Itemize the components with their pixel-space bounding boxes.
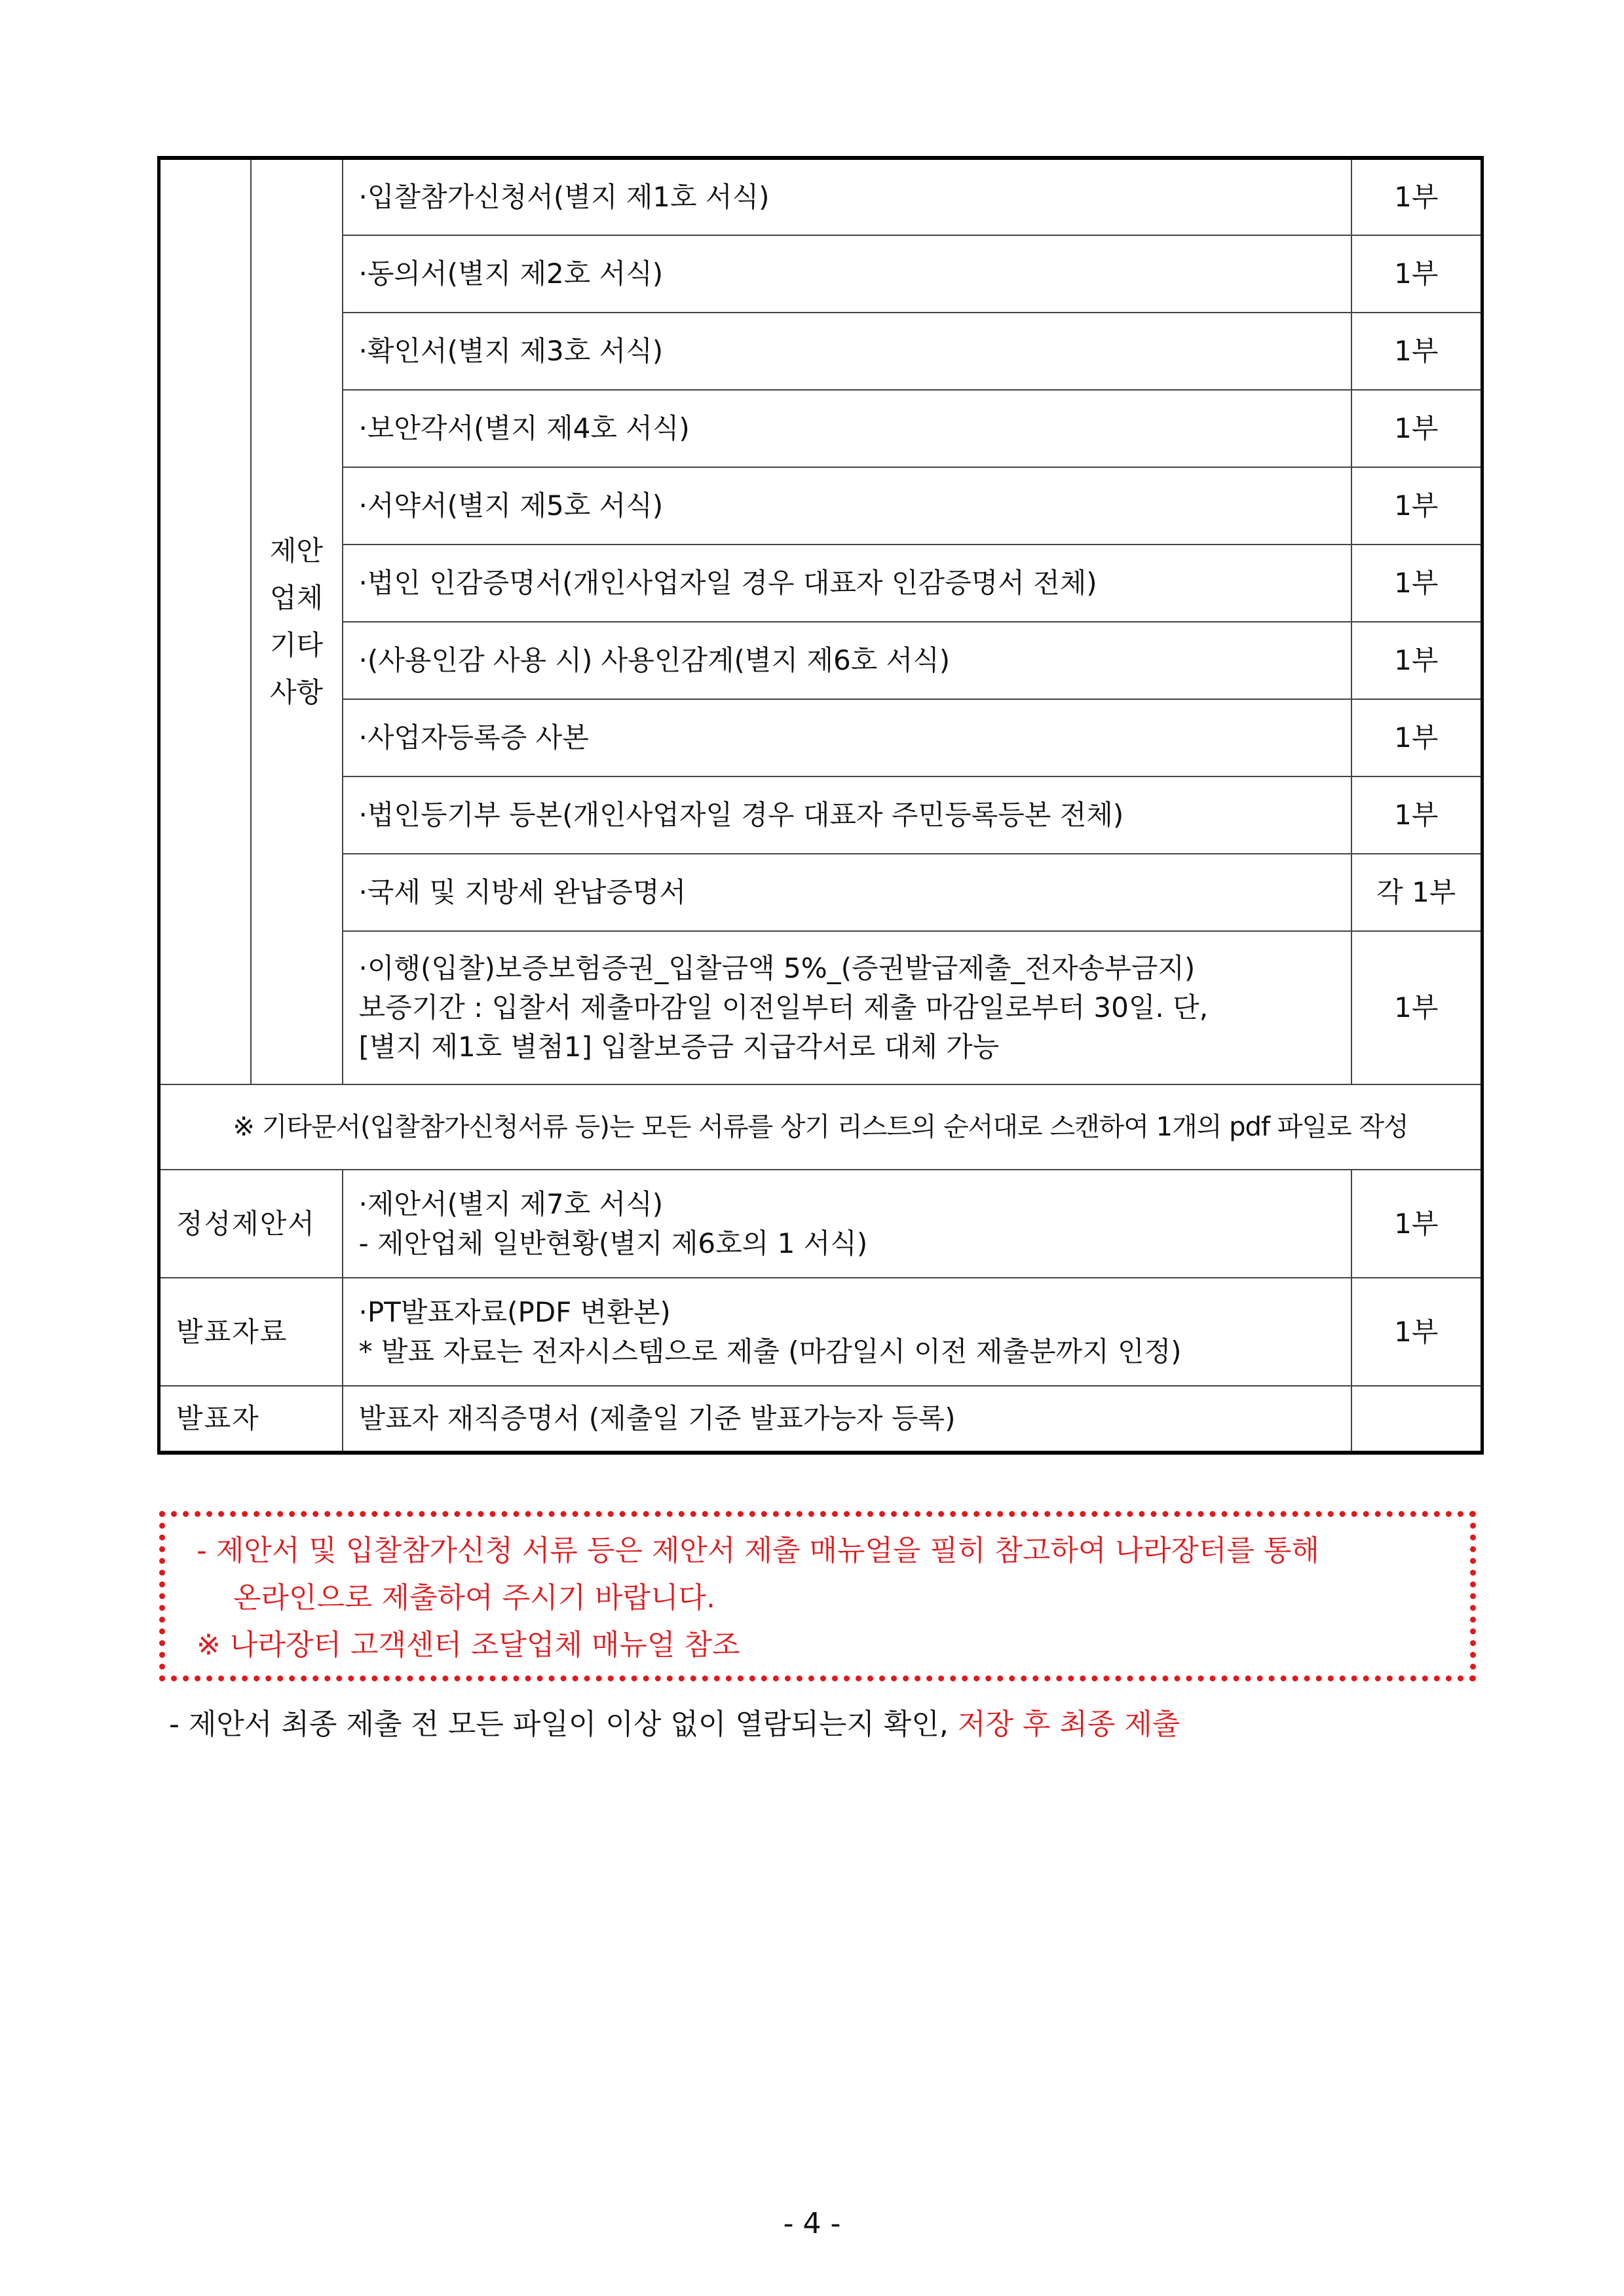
presentation-item <box>343 1278 1351 1386</box>
category-label-line: 사항 <box>269 676 324 708</box>
document-quantity: 1부 <box>1351 235 1482 313</box>
document-item: ·법인등기부 등본(개인사업자일 경우 대표자 주민등록등본 전체) <box>343 776 1351 854</box>
table-row <box>159 1386 1482 1453</box>
notice-box <box>159 1511 1476 1681</box>
guarantee-item <box>343 931 1351 1084</box>
proposal-item <box>343 1170 1351 1278</box>
presenter-item: 발표자 재직증명서 (제출일 기준 발표가능자 등록) <box>343 1386 1351 1453</box>
category-label-line: 기타 <box>269 629 324 661</box>
notice-line: ※ 나라장터 고객센터 조달업체 매뉴얼 참조 <box>197 1628 740 1662</box>
document-item: ·보안각서(별지 제4호 서식) <box>343 390 1351 467</box>
document-quantity: 1부 <box>1351 313 1482 390</box>
presentation-line: * 발표 자료는 전자시스템으로 제출 (마감일시 이전 제출분까지 인정) <box>358 1335 1182 1368</box>
proposal-line: ·제안서(별지 제7호 서식) <box>358 1187 664 1220</box>
row-label-text: 정성제안서 <box>176 1207 316 1240</box>
document-item: ·(사용인감 사용 시) 사용인감계(별지 제6호 서식) <box>343 622 1351 699</box>
row-label-text: 발표자료 <box>176 1315 288 1348</box>
document-quantity: 1부 <box>1351 1170 1482 1278</box>
final-note-highlight: 저장 후 최종 제출 <box>957 1708 1180 1741</box>
table-row <box>159 1170 1482 1278</box>
document-quantity: 각 1부 <box>1351 854 1482 931</box>
scan-order-note: ※ 기타문서(입찰참가신청서류 등)는 모든 서류를 상기 리스트의 순서대로 스캔하여 1개의 pdf 파일로 작성 <box>159 1084 1482 1170</box>
document-item: ·사업자등록증 사본 <box>343 699 1351 776</box>
table-row <box>159 235 1482 313</box>
table-row <box>159 854 1482 931</box>
presentation-line: ·PT발표자료(PDF 변환본) <box>358 1295 671 1328</box>
document-item: ·확인서(별지 제3호 서식) <box>343 313 1351 390</box>
table-row <box>159 622 1482 699</box>
document-quantity: 1부 <box>1351 467 1482 545</box>
table-row <box>159 313 1482 390</box>
empty-section-cell <box>159 158 251 1084</box>
document-quantity <box>1351 1386 1482 1453</box>
category-label-line: 업체 <box>269 582 324 614</box>
category-cell <box>251 158 343 1084</box>
document-item: ·동의서(별지 제2호 서식) <box>343 235 1351 313</box>
document-item: ·국세 및 지방세 완납증명서 <box>343 854 1351 931</box>
table-row <box>159 1084 1482 1170</box>
guarantee-line: [별지 제1호 별첨1] 입찰보증금 지급각서로 대체 가능 <box>358 1031 1000 1063</box>
document-quantity: 1부 <box>1351 699 1482 776</box>
document-item: ·법인 인감증명서(개인사업자일 경우 대표자 인감증명서 전체) <box>343 545 1351 622</box>
table-row <box>159 390 1482 467</box>
document-quantity: 1부 <box>1351 390 1482 467</box>
final-note-text: - 제안서 최종 제출 전 모든 파일이 이상 없이 열람되는지 확인, <box>169 1708 958 1741</box>
document-quantity: 1부 <box>1351 931 1482 1084</box>
table-row <box>159 545 1482 622</box>
document-quantity: 1부 <box>1351 622 1482 699</box>
row-label <box>159 1386 343 1453</box>
category-label-line: 제안 <box>269 535 324 567</box>
table-row <box>159 158 1482 235</box>
document-quantity: 1부 <box>1351 158 1482 235</box>
document-quantity: 1부 <box>1351 776 1482 854</box>
guarantee-line: ·이행(입찰)보증보험증권_입찰금액 5%_(증권발급제출_전자송부금지) <box>358 952 1196 984</box>
submission-documents-table <box>157 156 1484 1455</box>
table-row <box>159 776 1482 854</box>
document-item: ·서약서(별지 제5호 서식) <box>343 467 1351 545</box>
notice-line: - 제안서 및 입찰참가신청 서류 등은 제안서 제출 매뉴얼을 필히 참고하여 나라장터를 통해 <box>197 1534 1319 1567</box>
table-row <box>159 931 1482 1084</box>
page-number: - 4 - <box>783 2207 841 2240</box>
document-item: ·입찰참가신청서(별지 제1호 서식) <box>343 158 1351 235</box>
row-label <box>159 1278 343 1386</box>
guarantee-line: 보증기간 : 입찰서 제출마감일 이전일부터 제출 마감일로부터 30일. 단, <box>358 991 1209 1024</box>
notice-line: 온라인으로 제출하여 주시기 바랍니다. <box>233 1581 716 1615</box>
document-quantity: 1부 <box>1351 1278 1482 1386</box>
table-row <box>159 699 1482 776</box>
final-submission-note <box>169 1704 1180 1746</box>
row-label-text: 발표자 <box>176 1402 260 1434</box>
proposal-line: - 제안업체 일반현황(별지 제6호의 1 서식) <box>358 1227 868 1259</box>
table-row <box>159 467 1482 545</box>
row-label <box>159 1170 343 1278</box>
document-quantity: 1부 <box>1351 545 1482 622</box>
table-row <box>159 1278 1482 1386</box>
